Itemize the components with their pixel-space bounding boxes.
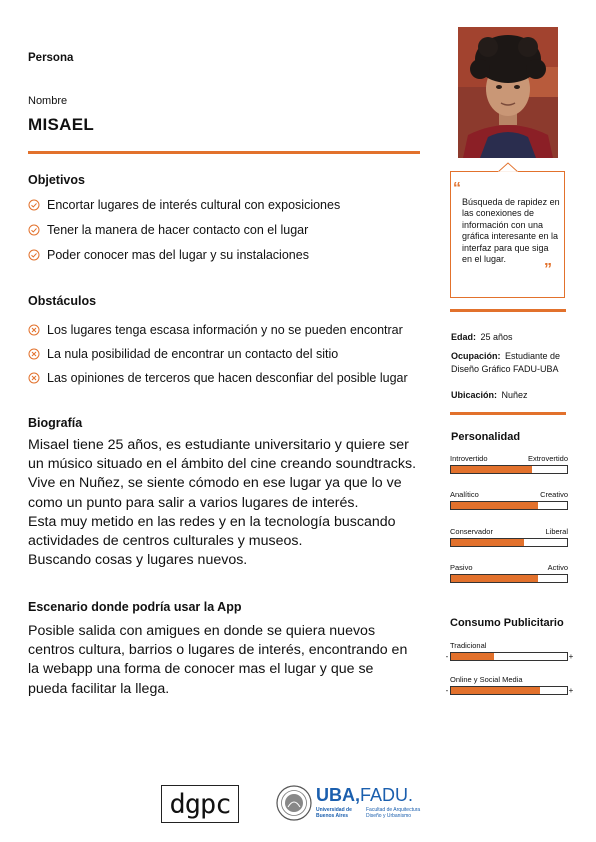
escenario-line: pueda facilitar la llega. (28, 680, 170, 697)
persona-label: Persona (28, 52, 74, 64)
biografia-text (28, 436, 448, 570)
consumo-channel-name: Online y Social Media (450, 675, 523, 684)
quote-text: Búsqueda de rapidez en las conexiones de información con una gráfica interesante en la interfaz para que siga en el lugar. (462, 197, 560, 265)
nombre-label: Nombre (28, 95, 68, 107)
edad-value: 25 años (480, 332, 513, 342)
uba-seal-icon (276, 785, 312, 821)
trait-pasivo-activo (450, 563, 568, 583)
consumo-bar (450, 652, 568, 661)
escenario-title: Escenario donde podría usar la App (28, 600, 242, 614)
consumo-bar-fill (451, 687, 540, 694)
uba-fadu-logo (316, 786, 413, 804)
consumo-bar (450, 686, 568, 695)
trait-right-label: Creativo (540, 490, 568, 499)
personalidad-title: Personalidad (451, 431, 521, 443)
obstaculos-title: Obstáculos (28, 294, 97, 308)
persona-name: MISAEL (28, 115, 95, 134)
objetivo-text: Tener la manera de hacer contacto con el lugar (47, 223, 309, 237)
biografia-line: como un punto para salir a varios lugares de interés. (28, 494, 359, 511)
escenario-line: la webapp una forma de conocer mas el lugar y que se (28, 661, 374, 678)
biografia-line: Misael tiene 25 años, es estudiante universitario y quiere ser (28, 437, 409, 453)
minus-label: - (445, 651, 449, 661)
trait-right-label: Activo (547, 563, 568, 572)
trait-left-label: Analítico (450, 490, 479, 499)
escenario-text (28, 622, 448, 699)
uba-logo-main: UBA, (316, 785, 360, 805)
biografia-title: Biografía (28, 416, 83, 430)
trait-analitico-creativo (450, 490, 568, 510)
ocupacion-row (451, 349, 569, 375)
biografia-line: Esta muy metido en las redes y en la tecnología buscando (28, 513, 396, 530)
consumo-online (444, 675, 576, 695)
obstaculo-item (28, 371, 408, 385)
persona-photo (458, 27, 558, 158)
header-divider (28, 151, 420, 154)
dgpc-logo (161, 785, 239, 823)
biografia-line: un músico situado en el ámbito del cine creando soundtracks. (28, 456, 417, 473)
trait-bar (450, 501, 568, 510)
fadu-subtitle: Facultad de Arquitectura Diseño y Urbanismo (366, 807, 421, 819)
obstaculo-text: Los lugares tenga escasa información y no se pueden encontrar (47, 323, 403, 337)
trait-bar-fill (451, 575, 538, 582)
plus-label: + (568, 685, 574, 695)
obstaculo-item (28, 323, 403, 337)
biografia-line: actividades de centros culturales y museos. (28, 533, 303, 550)
consumo-bar-fill (451, 653, 494, 660)
trait-bar-fill (451, 539, 524, 546)
quote-pointer (498, 162, 518, 173)
x-circle-icon (28, 372, 40, 384)
check-circle-icon (28, 199, 40, 211)
trait-conservador-liberal (450, 527, 568, 547)
consumo-title: Consumo Publicitario (450, 617, 564, 629)
ocupacion-value: Estudiante de Diseño Gráfico FADU-UBA (451, 351, 561, 374)
edad-row (451, 327, 569, 345)
trait-bar (450, 574, 568, 583)
escenario-line: Posible salida con amigues en donde se quiera nuevos (28, 623, 376, 639)
quote-close-icon: ” (544, 261, 552, 278)
edad-label: Edad: (451, 332, 477, 342)
biografia-line: Buscando cosas y lugares nuevos. (28, 552, 248, 569)
uba-subtitle: Universidad de Buenos Aires (316, 807, 352, 819)
plus-label: + (568, 651, 574, 661)
trait-bar-fill (451, 502, 538, 509)
consumo-channel-name: Tradicional (450, 641, 487, 650)
trait-left-label: Conservador (450, 527, 493, 536)
x-circle-icon (28, 324, 40, 336)
objetivo-item (28, 223, 308, 237)
consumo-tradicional (444, 641, 576, 661)
side-divider-1 (450, 309, 566, 312)
objetivos-title: Objetivos (28, 173, 85, 187)
fadu-logo-accent: FADU. (360, 785, 414, 805)
check-circle-icon (28, 249, 40, 261)
trait-right-label: Extrovertido (527, 454, 568, 463)
minus-label: - (445, 685, 449, 695)
trait-bar (450, 538, 568, 547)
x-circle-icon (28, 348, 40, 360)
quote-open-icon: “ (453, 180, 461, 197)
trait-left-label: Introvertido (450, 454, 488, 463)
escenario-line: centros cultura, barrios o lugares de interés, encontrando en (28, 642, 408, 659)
side-divider-2 (450, 412, 566, 415)
trait-right-label: Liberal (545, 527, 568, 536)
objetivo-item (28, 198, 340, 212)
trait-bar (450, 465, 568, 474)
dgpc-logo-text: dgpc (169, 788, 231, 820)
ubicacion-label: Ubicación: (451, 390, 498, 400)
obstaculo-item (28, 347, 338, 361)
ocupacion-label: Ocupación: (451, 351, 501, 361)
objetivo-text: Encortar lugares de interés cultural con exposiciones (47, 198, 341, 212)
ubicacion-row (451, 385, 569, 403)
objetivo-item (28, 248, 309, 262)
obstaculo-text: Las opiniones de terceros que hacen desconfiar del posible lugar (47, 371, 408, 385)
objetivo-text: Poder conocer mas del lugar y su instalaciones (47, 248, 309, 262)
check-circle-icon (28, 224, 40, 236)
obstaculo-text: La nula posibilidad de encontrar un contacto del sitio (47, 347, 339, 361)
trait-left-label: Pasivo (450, 563, 473, 572)
ubicacion-value: Nuñez (501, 390, 528, 400)
trait-introvertido-extrovertido (450, 454, 568, 474)
biografia-line: Vive en Nuñez, se siente cómodo en ese lugar ya que lo ve (28, 475, 402, 492)
trait-bar-fill (451, 466, 532, 473)
